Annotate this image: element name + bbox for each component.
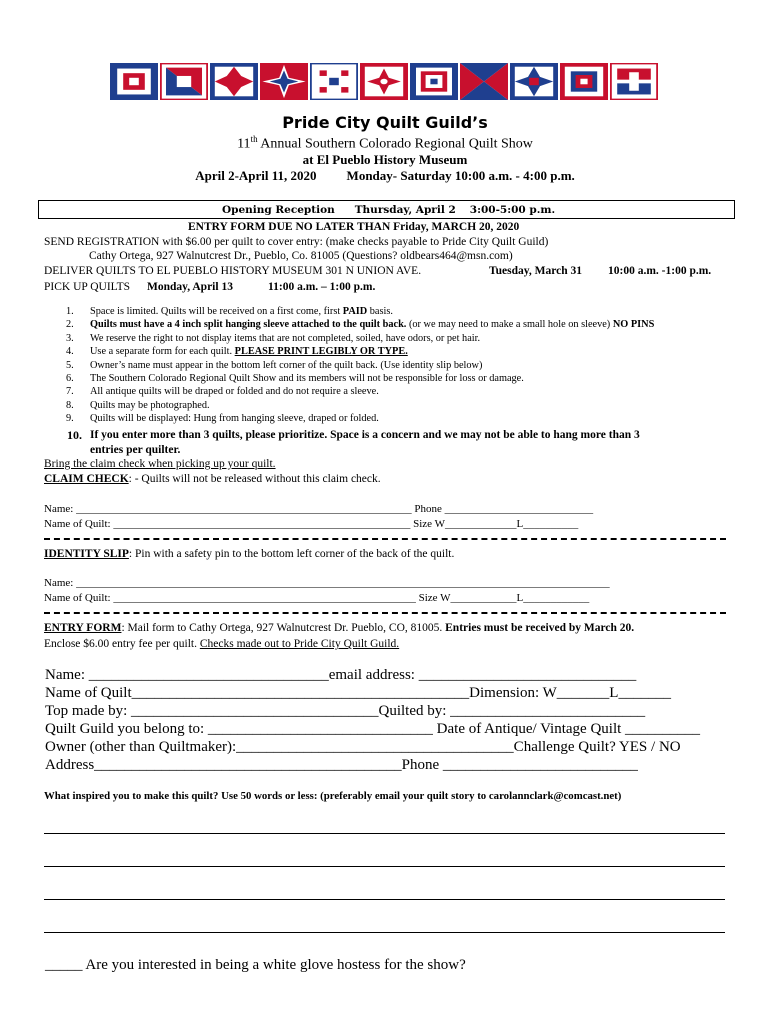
subtitle-ordinal: 11 (237, 136, 251, 152)
identity-text: : Pin with a safety pin to the bottom left corner of the back of the quilt. (128, 548, 455, 560)
page-title: Pride City Quilt Guild’s (282, 113, 488, 132)
item-text: We reserve the right to not display items that are not completed, soiled, have odors, or pet hair. (90, 332, 481, 344)
checks-payable: Checks made out to Pride City Quilt Guild. (199, 638, 400, 650)
quilt-block-icon (260, 63, 308, 100)
item-number: 4. (66, 346, 74, 358)
item-bold: Quilts must have a 4 inch split hanging sleeve attached to the quilt back. (90, 319, 407, 331)
quilt-block-icon (460, 63, 508, 100)
answer-line[interactable] (44, 866, 725, 867)
item-text: Owner’s name must appear in the bottom left corner of the quilt back. (Use identity slip below) (90, 359, 483, 371)
claim-check (44, 473, 381, 486)
form-line-quilt[interactable]: Name of Quilt_____________________________________________Dimension: W_______L_______ (45, 685, 671, 701)
deliver-day: Tuesday, March 31 (489, 265, 582, 277)
item-text: All antique quilts will be draped or folded and do not require a sleeve. (90, 386, 379, 398)
item-number: 1. (66, 306, 74, 317)
identity-slip (44, 548, 454, 561)
rule-10-line1: If you enter more than 3 quilts, please prioritize. Space is a concern and we may not be able to hang more than 3 (90, 429, 640, 441)
hostess-question[interactable]: _____ Are you interested in being a white glove hostess for the show? (45, 957, 466, 973)
claim-text: : - Quilts will not be released without this claim check. (128, 473, 381, 485)
list-item (46, 372, 654, 385)
entry-deadline: Entries must be received by March 20. (445, 622, 635, 634)
quilt-block-icon (510, 63, 558, 100)
quilt-block-icon (310, 63, 358, 100)
item-number: 6. (66, 373, 74, 385)
deliver-label: DELIVER QUILTS TO EL PUEBLO HISTORY MUSEUM 301 N UNION AVE. (44, 265, 422, 277)
item-bold: NO PINS (612, 319, 655, 331)
item-text: Space is limited. Quilts will be received on a first come, first (90, 306, 343, 317)
list-item (46, 399, 654, 412)
identity-heading: IDENTITY SLIP (44, 548, 129, 560)
answer-line[interactable] (44, 899, 725, 900)
quilt-block-icon (360, 63, 408, 100)
list-item (46, 345, 654, 358)
inspiration-prompt: What inspired you to make this quilt? Use 50 words or less: (preferably email your quilt story to carolannclark@comcast.net) (44, 790, 622, 802)
form-line-address[interactable]: Address_________________________________________Phone __________________________ (45, 757, 638, 773)
form-line-owner[interactable]: Owner (other than Quiltmaker):_____________________________________Challenge Quilt? YES / NO (45, 739, 681, 755)
opening-reception (222, 204, 555, 216)
item-number: 7. (66, 386, 74, 398)
entry-heading: ENTRY FORM (44, 622, 122, 634)
show-subtitle (0, 134, 770, 153)
quilt-block-icon (610, 63, 658, 100)
item-text: Quilts will be displayed: Hung from hanging sleeve, draped or folded. (90, 413, 379, 425)
quilt-block-icon (110, 63, 158, 100)
answer-line[interactable] (44, 932, 725, 933)
entry-fee-line (44, 638, 399, 651)
list-item (46, 318, 654, 331)
answer-line[interactable] (44, 833, 725, 834)
rule-10-line2: entries per quilter. (90, 444, 181, 456)
send-registration: SEND REGISTRATION with $6.00 per quilt to cover entry: (make checks payable to Pride City Quilt Guild) (44, 236, 549, 248)
item-text: Use a separate form for each quilt. (90, 346, 235, 358)
quilt-block-icon (160, 63, 208, 100)
subtitle-rest: Annual Southern Colorado Regional Quilt Show (257, 136, 533, 152)
claim-name-field[interactable]: Name: _____________________________________________________________ Phone ___________________________ (44, 503, 594, 515)
show-dates (0, 168, 770, 184)
opening-label: Opening Reception (222, 204, 335, 216)
item-number: 5. (66, 359, 74, 371)
claim-heading: CLAIM CHECK (44, 473, 129, 485)
form-line-maker[interactable]: Top made by: _________________________________Quilted by: __________________________ (45, 703, 646, 719)
list-item (46, 385, 654, 398)
item-text: The Southern Colorado Regional Quilt Show and its members will not be responsible for loss or damage. (90, 373, 524, 385)
item-bold: PAID (342, 306, 368, 317)
identity-name-field[interactable]: Name: _________________________________________________________________________________________________ (44, 577, 610, 589)
item-bold: PLEASE PRINT LEGIBLY OR TYPE. (234, 346, 408, 358)
claim-note: Bring the claim check when picking up your quilt. (44, 458, 276, 470)
rule-10-number: 10. (67, 428, 82, 442)
quilt-block-icon (410, 63, 458, 100)
item-number: 3. (66, 332, 74, 344)
rules-list (46, 305, 654, 426)
dates-hours: Monday- Saturday 10:00 a.m. - 4:00 p.m. (346, 168, 575, 183)
entry-text: : Mail form to Cathy Ortega, 927 Walnutcrest Dr. Pueblo, CO, 81005. (121, 622, 446, 634)
entry-due-notice: ENTRY FORM DUE NO LATER THAN Friday, MARCH 20, 2020 (188, 221, 520, 233)
form-line-name[interactable]: Name: ________________________________email address: _____________________________ (45, 667, 637, 683)
form-line-guild[interactable]: Quilt Guild you belong to: ______________________________ Date of Antique/ Vintage Quilt __________ (45, 721, 701, 737)
venue: at El Pueblo History Museum (302, 152, 468, 167)
quilt-blocks-banner (110, 63, 658, 100)
quilt-block-icon (560, 63, 608, 100)
entry-form-heading-line (44, 622, 634, 635)
list-item (46, 332, 654, 345)
cut-line (44, 538, 726, 540)
claim-quilt-field[interactable]: Name of Quilt: ______________________________________________________ Size W_____________L__________ (44, 518, 579, 530)
pickup-day: Monday, April 13 (147, 281, 233, 293)
list-item (46, 305, 654, 318)
item-number: 8. (66, 399, 74, 411)
pickup-time: 11:00 a.m. – 1:00 p.m. (268, 281, 376, 293)
item-number: 2. (66, 319, 74, 331)
item-number: 9. (66, 413, 74, 425)
entry-fee-text: Enclose $6.00 entry fee per quilt. (44, 638, 200, 650)
opening-day: Thursday, April 2 (354, 204, 456, 216)
list-item (46, 359, 654, 372)
identity-quilt-field[interactable]: Name of Quilt: _______________________________________________________ Size W____________L____________ (44, 592, 590, 604)
deliver-time: 10:00 a.m. -1:00 p.m. (608, 265, 712, 277)
cut-line (44, 612, 726, 614)
opening-time: 3:00-5:00 p.m. (469, 204, 556, 216)
subtitle-sup: th (250, 134, 258, 144)
dates-range: April 2-April 11, 2020 (195, 168, 317, 183)
pickup-label: PICK UP QUILTS (44, 281, 131, 293)
quilt-block-icon (210, 63, 258, 100)
item-text: basis. (367, 306, 393, 317)
item-text: (or we may need to make a small hole on sleeve) (406, 319, 613, 331)
item-text: Quilts may be photographed. (90, 399, 210, 411)
send-address: Cathy Ortega, 927 Walnutcrest Dr., Pueblo, Co. 81005 (Questions? oldbears464@msn.com) (89, 250, 513, 262)
list-item (46, 412, 654, 425)
